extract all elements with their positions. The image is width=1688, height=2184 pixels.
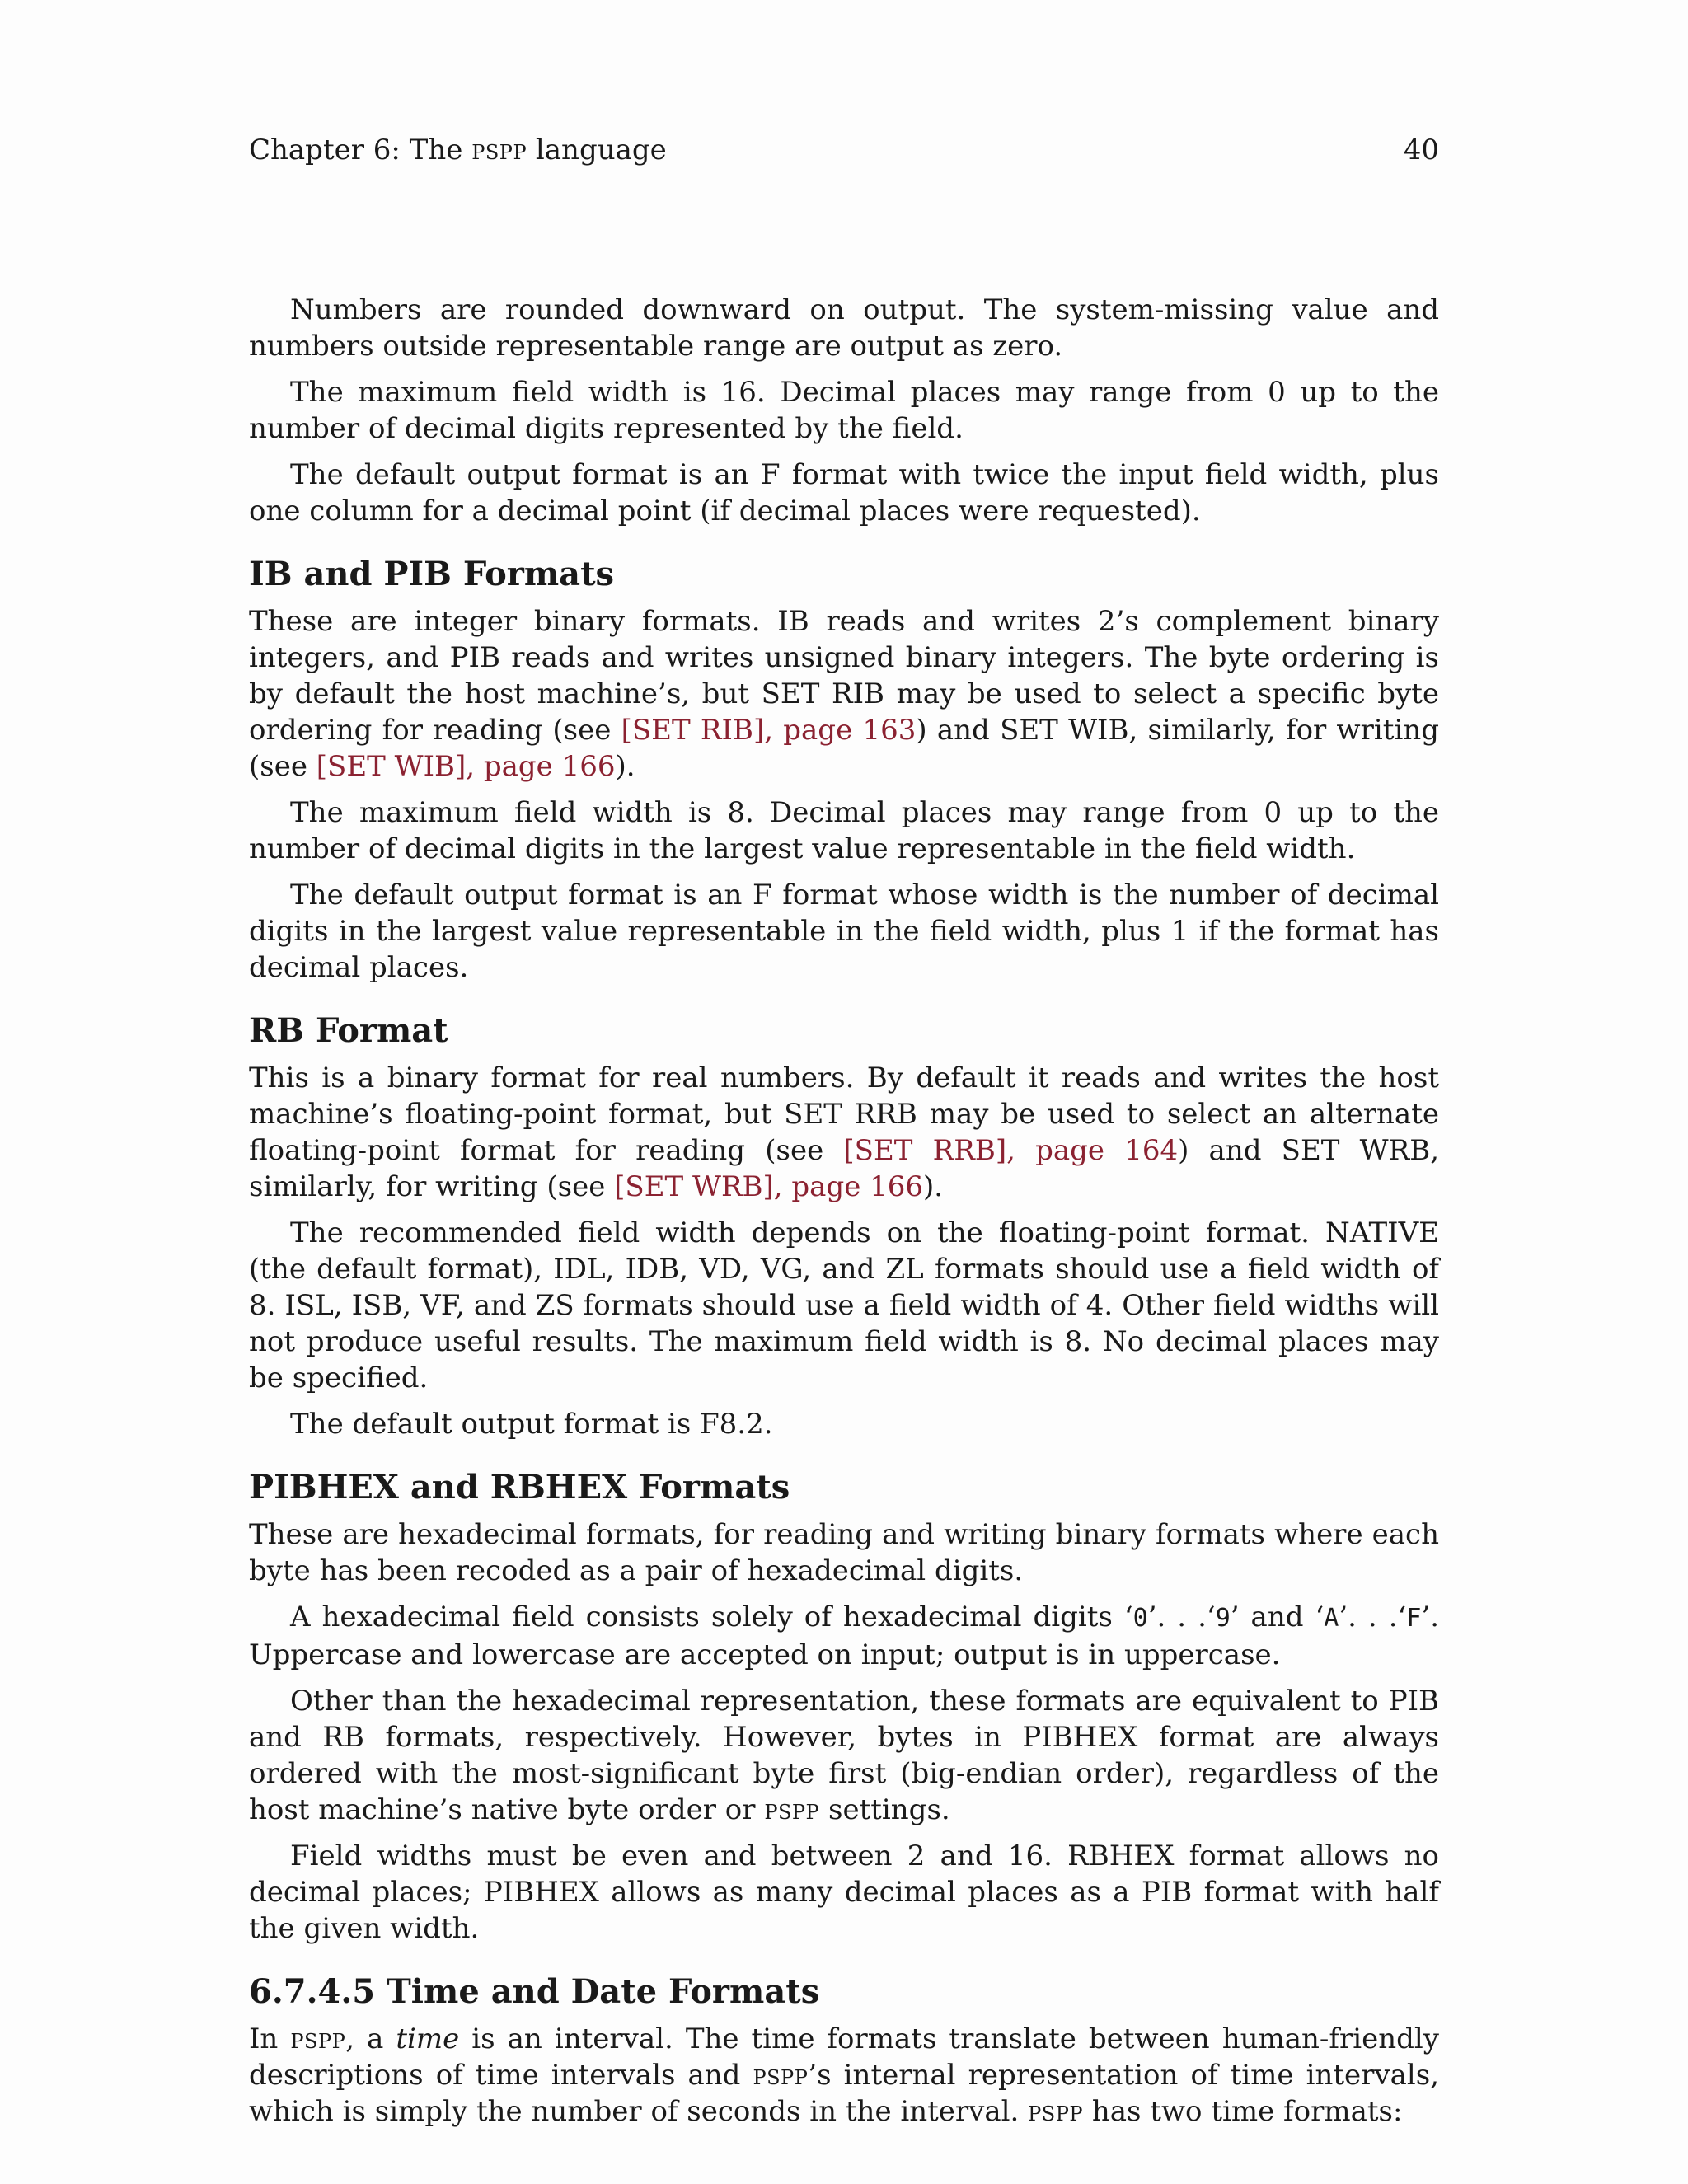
emphasis-time: time [396,2022,460,2055]
text-run: ). [923,1170,944,1203]
time-date-heading: 6.7.4.5 Time and Date Formats [249,1972,820,2011]
intro-paragraph-3: The default output format is an F format with twice the input field width, plus one column for a decimal point (if decimal places were requested). [249,458,1439,527]
text-run: ). [615,750,635,783]
code-digit: 0 [1132,1604,1148,1633]
document-page [249,132,1439,2139]
text-run: , a [345,2022,396,2055]
set-wib-link[interactable]: [SET WIB], page 166 [316,750,616,783]
hex-heading: PIBHEX and RBHEX Formats [249,1468,790,1507]
pspp-name: pspp [764,1793,820,1826]
text-run: ’. . .‘ [1147,1601,1216,1633]
text-run: settings. [819,1793,950,1826]
text-run: In [249,2022,291,2055]
chapter-suffix: language [535,134,667,166]
code-digit: 9 [1215,1604,1231,1633]
chapter-title [249,132,667,168]
pspp-name: pspp [290,2022,346,2055]
hex-paragraph-1: These are hexadecimal formats, for reading and writing binary formats where each byte has been recoded as a pair of hexadecimal digits. [249,1518,1439,1587]
text-run: ’. Uppercase and lowercase are accepted on input; output is in uppercase. [249,1601,1440,1671]
set-wrb-link[interactable]: [SET WRB], page 166 [614,1170,924,1203]
text-run: ’s internal representation of time intervals, which is simply the number of seconds in the interval. [249,2059,1439,2128]
rb-paragraph-3: The default output format is F8.2. [290,1408,773,1441]
chapter-pspp: pspp [471,134,528,166]
ib-pib-paragraph-2: The maximum field width is 8. Decimal places may range from 0 up to the number of decimal digits in the largest value representable in the field width. [249,796,1439,865]
text-run: These are integer binary formats. IB reads and writes 2’s complement binary integers, and PIB reads and writes unsigned binary integers. The byte ordering is by default the host machine’s, but SET RIB may be used to select a specific byte ordering for reading (see [249,605,1439,747]
text-run: ) and SET WRB, similarly, for writing (see [249,1134,1439,1203]
code-digit: F [1406,1604,1422,1633]
hex-paragraph-4: Field widths must be even and between 2 and 16. RBHEX format allows no decimal places; PIBHEX allows as many decimal places as a PIB format with half the given width. [249,1840,1439,1945]
text-run: has two time formats: [1083,2095,1403,2128]
hex-paragraph-3 [249,1683,1439,1828]
pspp-name: pspp [753,2059,809,2092]
page-number: 40 [1403,134,1439,166]
chapter-prefix: Chapter 6: The [249,134,463,166]
rb-heading: RB Format [249,1011,448,1050]
pspp-name: pspp [1028,2095,1084,2128]
intro-paragraph-1: Numbers are rounded downward on output. The system-missing value and numbers outside representable range are output as zero. [249,293,1439,363]
running-head [249,132,1439,168]
rb-paragraph-2: The recommended field width depends on the floating-point format. NATIVE (the default format), IDL, IDB, VD, VG, and ZL formats should use a field width of 8. ISL, ISB, VF, and ZS formats should use a field width of 4. Other field widths will not produce useful results. The maximum field width is 8. No decimal places may be specified. [249,1216,1439,1394]
page-content [249,292,1439,2130]
text-run: ) and SET WIB, similarly, for writing (see [249,714,1439,783]
text-run: ’. . .‘ [1339,1601,1407,1633]
text-run: This is a binary format for real numbers. By default it reads and writes the host machine’s floating-point format, but SET RRB may be used to select an alternate floating-point format for reading (see [249,1062,1439,1167]
rb-paragraph-1 [249,1060,1439,1205]
set-rrb-link[interactable]: [SET RRB], page 164 [843,1134,1179,1167]
set-rib-link[interactable]: [SET RIB], page 163 [621,714,917,747]
text-run: is an interval. The time formats translate between human-friendly descriptions of time intervals and [249,2022,1439,2092]
time-date-paragraph-1 [249,2021,1439,2130]
ib-pib-paragraph-1 [249,603,1439,785]
text-run: A hexadecimal field consists solely of hexadecimal digits ‘ [290,1601,1133,1633]
intro-paragraph-2: The maximum field width is 16. Decimal places may range from 0 up to the number of decimal digits represented by the field. [249,376,1439,445]
ib-pib-paragraph-3: The default output format is an F format whose width is the number of decimal digits in the largest value representable in the field width, plus 1 if the format has decimal places. [249,879,1439,984]
text-run: Other than the hexadecimal representation, these formats are equivalent to PIB and RB formats, respectively. However, bytes in PIBHEX format are always ordered with the most-significant byte first (big-endian order), regardless of the host machine’s native byte order or [249,1685,1439,1826]
code-digit: A [1324,1604,1339,1633]
hex-paragraph-2 [249,1599,1439,1673]
ib-pib-heading: IB and PIB Formats [249,555,615,593]
text-run: ’ and ‘ [1230,1601,1325,1633]
